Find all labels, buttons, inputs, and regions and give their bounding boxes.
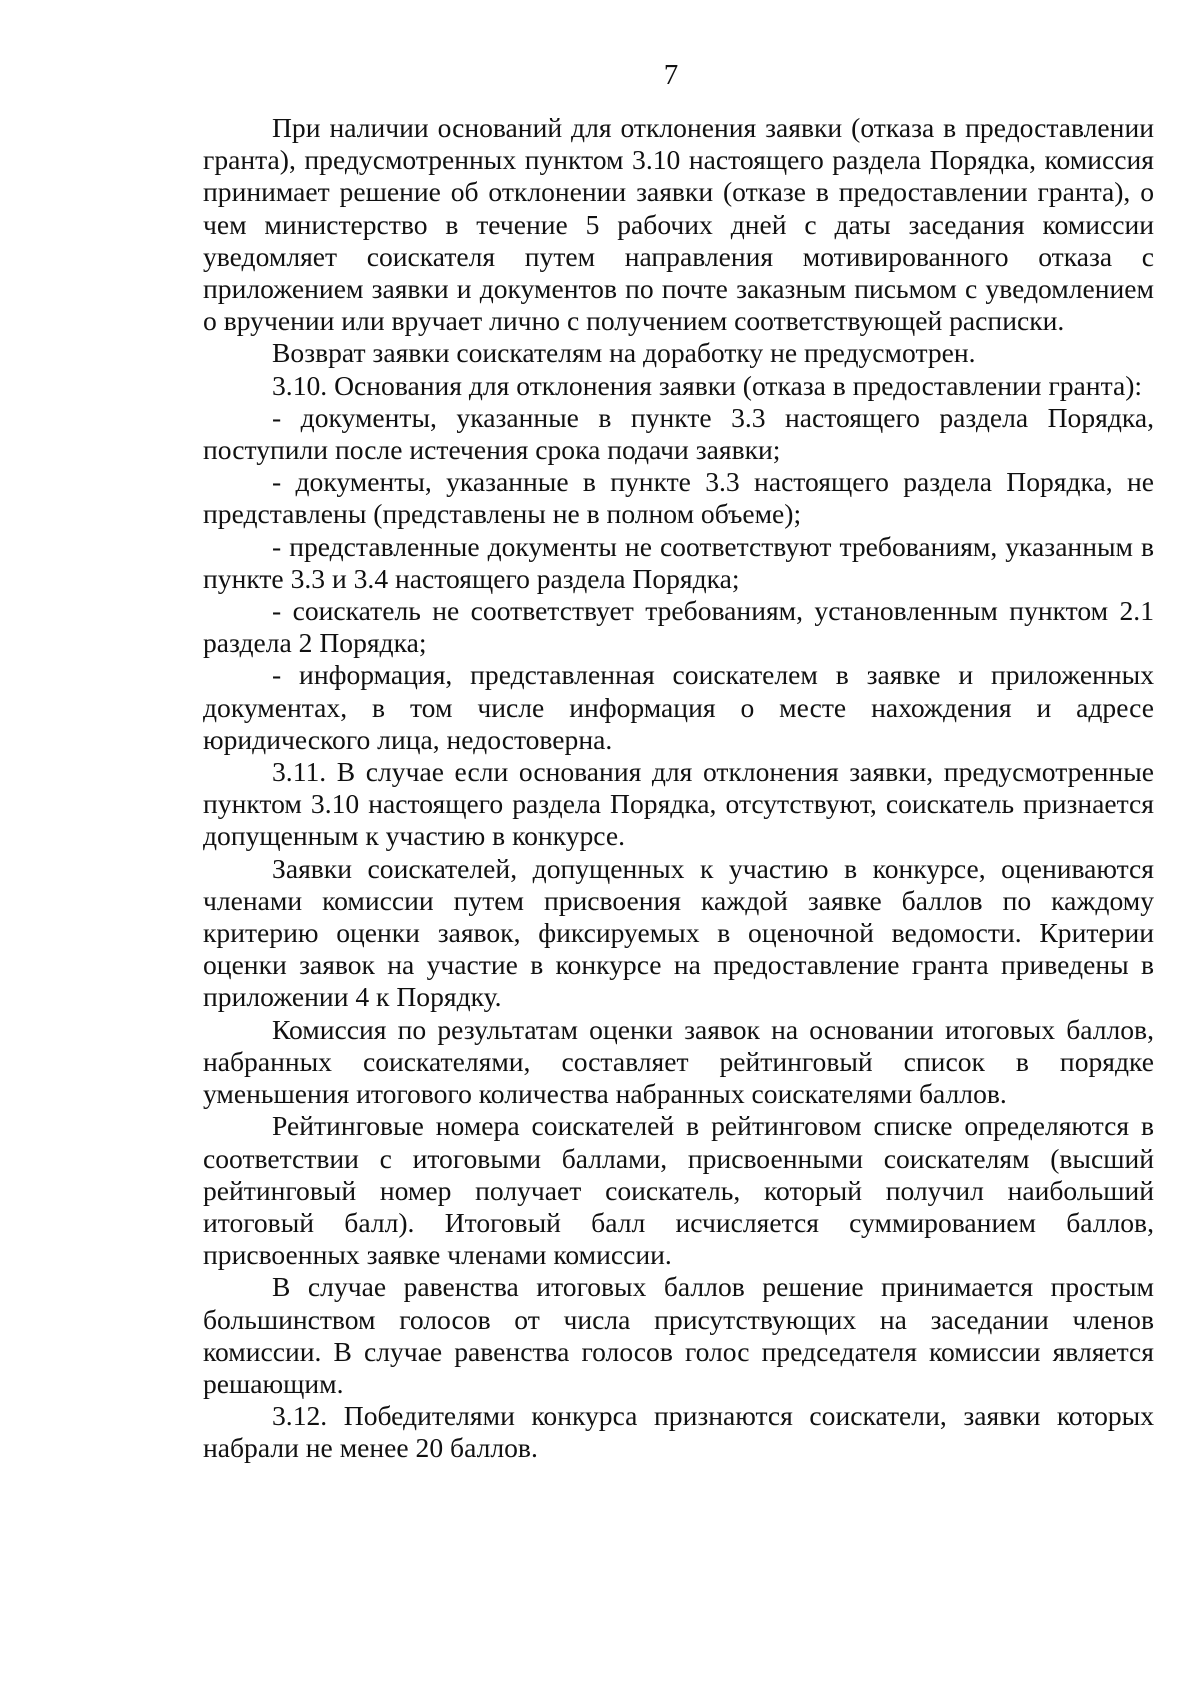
- paragraph-rating-numbers: Рейтинговые номера соискателей в рейтинговом списке определяются в соответствии с итоговыми баллами, присвоенными соискателям (высший рейтинговый номер получает соискатель, который получил наибольший итоговый балл). Итоговый балл исчисляется суммированием баллов, присвоенных заявке членами комиссии.: [203, 1110, 1154, 1271]
- paragraph-3-10-heading: 3.10. Основания для отклонения заявки (отказа в предоставлении гранта):: [272, 369, 1143, 401]
- list-item-false-information: - информация, представленная соискателем в заявке и приложенных документах, в том числе информация о месте нахождения и адресе юридического лица, недостоверна.: [203, 659, 1154, 755]
- paragraph-3-12-winners: 3.12. Победителями конкурса признаются соискатели, заявки которых набрали не менее 20 баллов.: [203, 1400, 1154, 1464]
- paragraph-no-return: Возврат заявки соискателям на доработку не предусмотрен.: [272, 337, 976, 369]
- paragraph-rejection-procedure: При наличии оснований для отклонения заявки (отказа в предоставлении гранта), предусмотренных пунктом 3.10 настоящего раздела Порядка, комиссия принимает решение об отклонении заявки (отказе в предоставлении гранта), о чем министерство в течение 5 рабочих дней с даты заседания комиссии уведомляет соискателя путем направления мотивированного отказа с приложением заявки и документов по почте заказным письмом с уведомлением о вручении или вручает лично с получением соответствующей расписки.: [203, 112, 1154, 337]
- paragraph-rating-list: Комиссия по результатам оценки заявок на основании итоговых баллов, набранных соискателями, составляет рейтинговый список в порядке уменьшения итогового количества набранных соискателями баллов.: [203, 1013, 1154, 1110]
- list-item-late-documents: - документы, указанные в пункте 3.3 настоящего раздела Порядка, поступили после истечения срока подачи заявки;: [203, 401, 1154, 466]
- list-item-non-compliant-documents: - представленные документы не соответствуют требованиям, указанным в пункте 3.3 и 3.4 настоящего раздела Порядка;: [203, 530, 1154, 594]
- list-item-incomplete-documents: - документы, указанные в пункте 3.3 настоящего раздела Порядка, не представлены (представлены не в полном объеме);: [203, 466, 1154, 530]
- page-number: 7: [663, 59, 679, 91]
- paragraph-tie-break: В случае равенства итоговых баллов решение принимается простым большинством голосов от числа присутствующих на заседании членов комиссии. В случае равенства голосов голос председателя комиссии является решающим.: [203, 1271, 1154, 1399]
- list-item-non-compliant-applicant: - соискатель не соответствует требованиям, установленным пунктом 2.1 раздела 2 Порядка;: [203, 595, 1154, 659]
- document-body: [203, 112, 1154, 1465]
- paragraph-evaluation: Заявки соискателей, допущенных к участию в конкурсе, оцениваются членами комиссии путем присвоения каждой заявке баллов по каждому критерию оценки заявок, фиксируемых в оценочной ведомости. Критерии оценки заявок на участие в конкурсе на предоставление гранта приведены в приложении 4 к Порядку.: [203, 852, 1154, 1013]
- paragraph-3-11-admission: 3.11. В случае если основания для отклонения заявки, предусмотренные пунктом 3.10 настоящего раздела Порядка, отсутствуют, соискатель признается допущенным к участию в конкурсе.: [203, 756, 1154, 852]
